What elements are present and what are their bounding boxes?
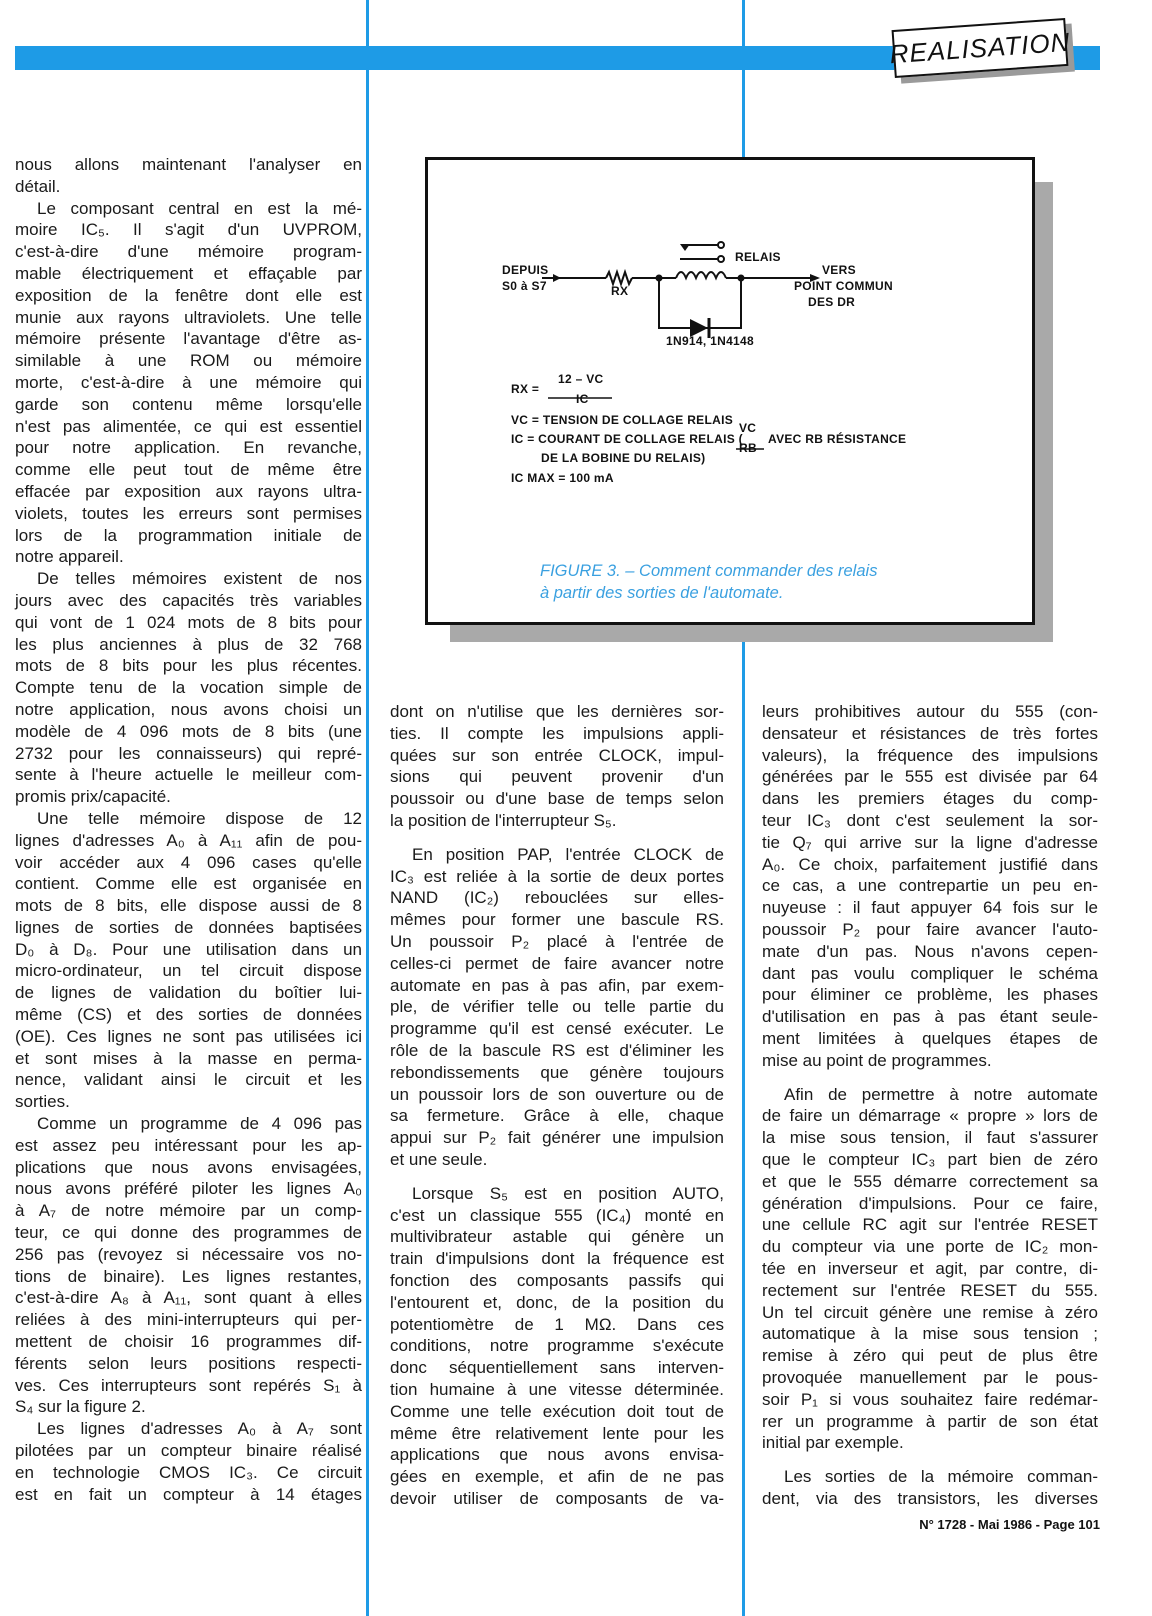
- text-line: A₀. Ce choix, parfaitement justifié dans: [762, 854, 1098, 874]
- label-from-range: S0 à S7: [502, 279, 547, 293]
- text-line: c'est-à-dire A₈ à A₁₁, sont quant à elles: [15, 1288, 362, 1308]
- text-line: 256 pas (revoyez si nécessaire vos no-: [15, 1244, 362, 1264]
- text-line: fonction des composants passifs qui: [390, 1270, 724, 1290]
- text-line: effacée par exposition aux rayons ultra-: [15, 481, 362, 501]
- text-line: mate d'un pas. Nous n'avons cepen-: [762, 941, 1098, 961]
- text-line: poussoir P₂ pour faire avancer l'auto-: [762, 919, 1098, 939]
- text-line: donc séquentiellement sans interven-: [390, 1358, 724, 1378]
- text-line: dans les premiers étages du comp-: [762, 789, 1098, 809]
- text-line: férents selon leurs positions respecti-: [15, 1353, 362, 1373]
- text-line: tion humaine à une vitesse déterminée.: [390, 1379, 724, 1399]
- text-line: c'est un classique 555 (IC₄) monté en: [390, 1205, 724, 1225]
- text-line: rectement sur l'entrée RESET du 555.: [762, 1280, 1098, 1300]
- text-line: potentiomètre de 1 MΩ. Dans ces: [390, 1314, 724, 1334]
- paragraph: [390, 701, 724, 832]
- text-line: que le compteur IC₃ part bien de zéro: [762, 1149, 1098, 1169]
- text-line: mots de 8 bits pour les plus récentes.: [15, 656, 362, 676]
- text-line: génération d'impulsions. Pour ce faire,: [762, 1193, 1098, 1213]
- text-line: pour éliminer ce problème, les phases: [762, 985, 1098, 1005]
- text-line: ple, de vérifier telle ou telle partie du: [390, 997, 724, 1017]
- formula-lhs: RX =: [511, 382, 540, 396]
- text-line: rebondissements que génère toujours: [390, 1062, 724, 1082]
- text-line: sente à l'heure actuelle le meilleur com-: [15, 765, 362, 785]
- text-line: moire IC₅. Il s'agit d'un UVPROM,: [15, 220, 362, 240]
- text-line: S₄ sur la figure 2.: [15, 1397, 146, 1417]
- text-line: Un tel circuit génère une remise à zéro: [762, 1302, 1098, 1322]
- paragraph: [762, 701, 1098, 1072]
- page-footer: N° 1728 - Mai 1986 - Page 101: [919, 1517, 1100, 1532]
- text-line: NAND (IC₂) rebouclées sur elles-: [390, 888, 724, 908]
- text-column-middle: [390, 701, 724, 1510]
- text-line: contient. Comme elle est organisée en: [15, 874, 362, 894]
- label-relay: RELAIS: [735, 250, 781, 264]
- text-line: les plus anciennes à plus de 32 768: [15, 634, 362, 654]
- text-line: ties. Il compte les impulsions appli-: [390, 723, 724, 743]
- label-to-line2: POINT COMMUN: [794, 279, 893, 293]
- text-line: Lorsque S₅ est en position AUTO,: [412, 1183, 724, 1203]
- text-line: est assez peu intéressant pour les ap-: [15, 1135, 362, 1155]
- text-line: Comme une telle exécution doit tout de: [390, 1401, 724, 1421]
- label-diode: 1N914, 1N4148: [666, 334, 754, 348]
- text-line: modèle de 4 096 mots de 8 bits (une: [15, 721, 362, 741]
- paragraph: [15, 808, 362, 1113]
- paragraph: [390, 1183, 724, 1510]
- text-line: teur, ce qui donne des programmes de: [15, 1223, 362, 1243]
- text-line: nous avons préféré piloter les lignes A₀: [15, 1179, 362, 1199]
- text-line: mémoire présente l'avantage d'être as-: [15, 329, 362, 349]
- text-line: remise à zéro qui peut de plus être: [762, 1346, 1098, 1366]
- ic-fraction-denominator: RB: [739, 441, 757, 455]
- text-line: notre appareil.: [15, 547, 124, 567]
- text-line: d'utilisation en pas à pas étant seule-: [762, 1007, 1098, 1027]
- text-line: Les sorties de la mémoire comman-: [784, 1467, 1098, 1487]
- text-line: celles-ci permet de faire avancer notre: [390, 953, 724, 973]
- vc-definition: VC = TENSION DE COLLAGE RELAIS: [511, 413, 734, 427]
- text-line: teur IC₃ dont c'est seulement la sor-: [762, 810, 1098, 830]
- text-line: et une seule.: [390, 1149, 488, 1169]
- text-line: même (CS) et des sorties de données: [15, 1005, 362, 1025]
- text-line: générées par le 555 est divisée par 64: [762, 767, 1098, 787]
- ic-definition: IC = COURANT DE COLLAGE RELAIS (: [511, 432, 743, 446]
- text-line: gées en exemple, et afin de ne pas: [390, 1467, 724, 1487]
- ic-max: IC MAX = 100 mA: [511, 471, 614, 485]
- section-badge: REALISATION: [892, 18, 1069, 78]
- text-line: 2732 pour les connaisseurs) qui repré-: [15, 743, 362, 763]
- resistor-rx: [606, 272, 632, 284]
- text-line: lignes d'adresses A₀ à A₁₁ afin de pou-: [15, 830, 362, 850]
- text-line: similable à une ROM ou mémoire: [15, 351, 362, 371]
- text-line: de lignes de validation du boîtier lui-: [15, 983, 362, 1003]
- text-line: appui sur P₂ fait générer une impulsion: [390, 1128, 724, 1148]
- paragraph: [15, 1113, 362, 1418]
- text-line: Comme un programme de 4 096 pas: [37, 1114, 362, 1134]
- text-line: pilotées par un compteur binaire réalisé: [15, 1441, 362, 1461]
- text-line: provoquée manuellement par le pous-: [762, 1367, 1098, 1387]
- paragraph: [762, 1084, 1098, 1455]
- paragraph: [15, 154, 362, 198]
- paragraph: [390, 844, 724, 1171]
- text-line: un poussoir lors de son ouverture ou de: [390, 1084, 724, 1104]
- text-line: jours avec des capacités très variables: [15, 590, 362, 610]
- text-line: du compteur via une porte de IC₂ mon-: [762, 1237, 1098, 1257]
- column-rule-left: [366, 0, 369, 1616]
- text-line: conditions, notre programme s'exécute: [390, 1336, 724, 1356]
- text-line: garde son contenu même lorsqu'elle: [15, 394, 362, 414]
- paragraph: [15, 198, 362, 569]
- label-from: DEPUIS: [502, 263, 549, 277]
- text-line: nous allons maintenant l'analyser en: [15, 155, 362, 174]
- text-line: valeurs), la fréquence des impulsions: [762, 745, 1098, 765]
- text-line: rer un programme à partir de son état: [762, 1411, 1098, 1431]
- text-line: dent, via des transistors, les diverses: [762, 1488, 1098, 1508]
- text-line: promis prix/capacité.: [15, 787, 171, 807]
- ic-definition-line2: DE LA BOBINE DU RELAIS): [541, 451, 706, 465]
- text-line: Une telle mémoire dispose de 12: [37, 808, 362, 828]
- text-line: détail.: [15, 176, 61, 196]
- text-line: Compte tenu de la vocation simple de: [15, 678, 362, 698]
- text-line: Le composant central en est la mé-: [37, 198, 362, 218]
- text-line: ves. Ces interrupteurs sont repérés S₁ à: [15, 1375, 362, 1395]
- text-line: lignes de sorties de données baptisées: [15, 917, 362, 937]
- text-line: En position PAP, l'entrée CLOCK de: [412, 844, 724, 864]
- text-line: mable électriquement et effaçable par: [15, 263, 362, 283]
- text-line: poussoir ou d'une base de temps selon: [390, 789, 724, 809]
- text-line: tée en inverseur et agit, par contre, di-: [762, 1258, 1098, 1278]
- diode-branch: [659, 278, 741, 328]
- paragraph: [15, 568, 362, 808]
- text-line: morte, c'est-à-dire à une mémoire qui: [15, 372, 362, 392]
- text-line: et que le 555 démarre correctement sa: [762, 1171, 1098, 1191]
- arrow-input: [553, 274, 561, 282]
- text-line: Un poussoir P₂ placé à l'entrée de: [390, 931, 724, 951]
- text-line: exposition de la fenêtre dont elle est: [15, 285, 362, 305]
- text-line: voir accéder aux 4 096 cases qu'elle: [15, 852, 362, 872]
- text-line: applications que nous avons envisa-: [390, 1445, 724, 1465]
- text-line: une cellule RC agit sur l'entrée RESET: [762, 1215, 1098, 1235]
- text-line: D₀ à D₈. Pour une utilisation dans un: [15, 939, 362, 959]
- text-line: train d'impulsions dont la fréquence est: [390, 1249, 724, 1269]
- text-line: lors de la programmation initiale de: [15, 525, 362, 545]
- text-line: IC₃ est reliée à la sortie de deux portes: [390, 866, 724, 886]
- text-column-right: [762, 701, 1098, 1510]
- text-line: nuyeuse : il faut appuyer 64 fois sur le: [762, 898, 1098, 918]
- text-line: De telles mémoires existent de nos: [37, 569, 362, 589]
- text-line: même être relativement lente pour les: [390, 1423, 724, 1443]
- text-line: densateur et résistances de très fortes: [762, 723, 1098, 743]
- paragraph: [15, 1418, 362, 1505]
- text-line: la mise sous tension, il faut s'assurer: [762, 1128, 1098, 1148]
- text-line: tions de binaire). Les lignes restantes,: [15, 1266, 362, 1286]
- text-line: ce cas, a une contrepartie un peu en-: [762, 876, 1098, 896]
- text-line: programme qu'il est censé exécuter. Le: [390, 1019, 724, 1039]
- text-line: l'entourent et, donc, de la position du: [390, 1292, 724, 1312]
- text-line: est en fait un compteur à 14 étages: [15, 1484, 362, 1504]
- text-line: violets, toutes les erreurs sont permises: [15, 503, 362, 523]
- formula-numerator: 12 – VC: [558, 372, 604, 386]
- text-line: quées sur son entrée CLOCK, impul-: [390, 745, 724, 765]
- text-line: de faire un démarrage « propre » lors de: [762, 1106, 1098, 1126]
- text-line: micro-ordinateur, un tel circuit dispose: [15, 961, 362, 981]
- text-line: mise au point de programmes.: [762, 1050, 992, 1070]
- text-line: notre application, nous avons choisi un: [15, 699, 362, 719]
- text-line: soir P₁ si vous souhaitez faire redémar-: [762, 1389, 1098, 1409]
- figure-3: [425, 157, 1035, 625]
- text-line: n'est pas alimentée, ce qui est essentiel: [15, 416, 362, 436]
- text-line: automatique à la mise sous tension ;: [762, 1324, 1098, 1344]
- text-line: ment limitées à quelques étapes de: [762, 1028, 1098, 1048]
- text-line: sorties.: [15, 1092, 70, 1112]
- text-line: nence, validant ainsi le circuit et les: [15, 1070, 362, 1090]
- text-line: devoir utiliser de composants de va-: [390, 1488, 724, 1508]
- text-line: mettent de choisir 16 programmes dif-: [15, 1332, 362, 1352]
- text-line: dont on n'utilise que les dernières sor-: [390, 702, 724, 721]
- text-line: en technologie CMOS IC₃. Ce circuit: [15, 1462, 362, 1482]
- text-line: Afin de permettre à notre automate: [784, 1084, 1098, 1104]
- text-line: dant pas voulu compliquer le schéma: [762, 963, 1098, 983]
- text-line: automate en pas à pas afin, par exem-: [390, 975, 724, 995]
- ic-definition-tail: AVEC RB RÉSISTANCE: [768, 432, 907, 446]
- text-line: comme elle peut tout de même être: [15, 460, 362, 480]
- text-line: rôle de la bascule RS est d'éliminer les: [390, 1040, 724, 1060]
- text-line: et sont mises à la masse en perma-: [15, 1048, 362, 1068]
- text-line: c'est-à-dire d'une mémoire program-: [15, 242, 362, 262]
- paragraph: [762, 1466, 1098, 1510]
- text-line: initial par exemple.: [762, 1433, 904, 1453]
- caption-line-2: à partir des sorties de l'automate.: [540, 584, 784, 602]
- caption-line-1: FIGURE 3. – Comment commander des relais: [540, 562, 878, 580]
- text-line: mêmes pour former une bascule RS.: [390, 910, 724, 930]
- text-line: à A₇ de notre mémoire par un comp-: [15, 1201, 362, 1221]
- text-line: Les lignes d'adresses A₀ à A₇ sont: [37, 1419, 362, 1439]
- text-line: sa fermeture. Grâce à elle, chaque: [390, 1106, 724, 1126]
- text-line: pour notre application. En revanche,: [15, 438, 362, 458]
- text-line: tie Q₇ qui arrive sur la ligne d'adresse: [762, 832, 1098, 852]
- text-line: la position de l'interrupteur S₅.: [390, 810, 617, 830]
- text-column-left: [15, 154, 362, 1505]
- text-line: (OE). Ces lignes ne sont pas utilisées ici: [15, 1026, 362, 1046]
- label-to-line3: DES DR: [808, 295, 856, 309]
- ic-fraction-numerator: VC: [739, 421, 757, 435]
- text-line: sions qui peuvent provenir d'un: [390, 767, 724, 787]
- label-resistor: RX: [611, 284, 629, 298]
- text-line: plications que nous avons envisagées,: [15, 1157, 362, 1177]
- text-line: leurs prohibitives autour du 555 (con-: [762, 702, 1098, 721]
- figure-caption: [540, 560, 877, 604]
- relay-coil: [676, 272, 726, 278]
- label-to: VERS: [822, 263, 856, 277]
- text-line: qui vont de 1 024 mots de 8 bits pour: [15, 612, 362, 632]
- text-line: multivibrateur astable qui génère un: [390, 1227, 724, 1247]
- text-line: munie aux rayons ultraviolets. Une telle: [15, 307, 362, 327]
- formula-denominator: IC: [576, 392, 589, 406]
- text-line: mots de 8 bits, elle dispose aussi de 8: [15, 896, 362, 916]
- text-line: reliées à des mini-interrupteurs qui per-: [15, 1310, 362, 1330]
